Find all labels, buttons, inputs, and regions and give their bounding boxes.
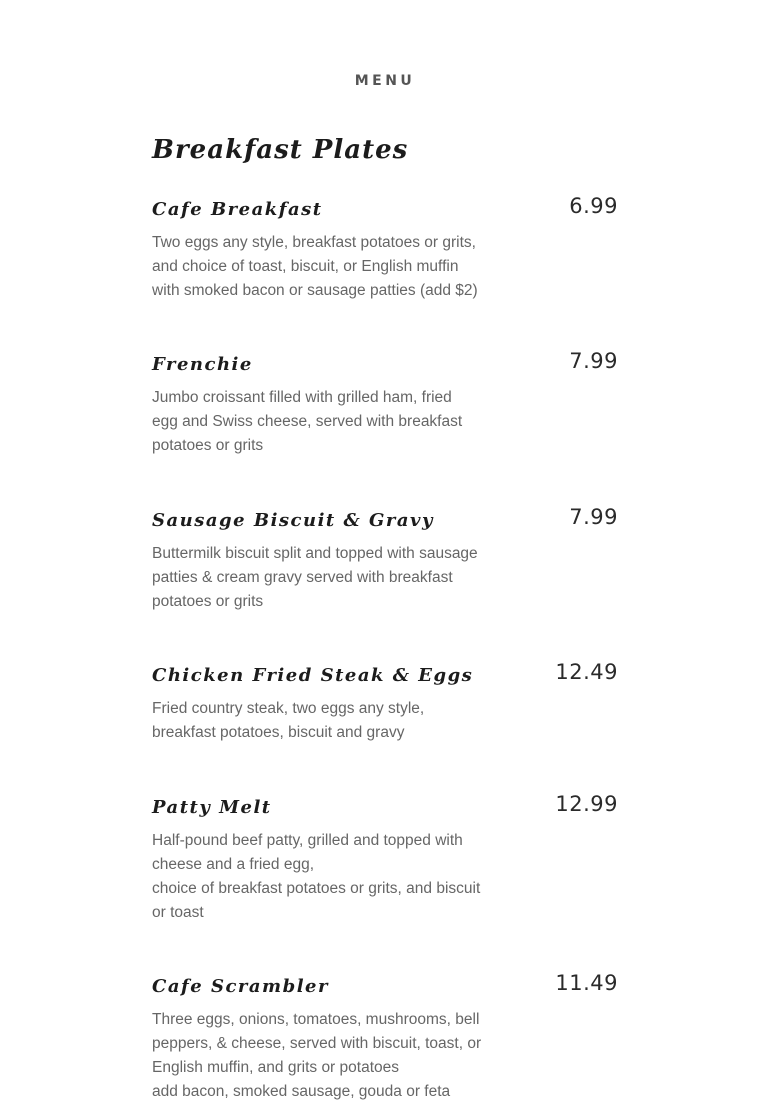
item-price: 6.99 bbox=[569, 194, 618, 218]
section-title: Breakfast Plates bbox=[152, 135, 409, 165]
item-name: Cafe Scrambler bbox=[152, 976, 329, 997]
menu-heading: MENU bbox=[354, 73, 416, 89]
item-description: Two eggs any style, breakfast potatoes or grits, and choice of toast, biscuit, or English muffin with smoked bacon or sausage patties (add $2) bbox=[152, 234, 478, 299]
item-price: 11.49 bbox=[555, 971, 618, 995]
item-name: Cafe Breakfast bbox=[152, 199, 323, 220]
item-price: 7.99 bbox=[569, 349, 618, 373]
item-description: Three eggs, onions, tomatoes, mushrooms, bell peppers, & cheese, served with biscuit, toast, or English muffin, and grits or potatoes add bacon, smoked sausage, gouda or feta bbox=[152, 1011, 482, 1100]
item-description: Buttermilk biscuit split and topped with sausage patties & cream gravy served with breakfast potatoes or grits bbox=[152, 545, 478, 610]
item-description: Jumbo croissant filled with grilled ham, fried egg and Swiss cheese, served with breakfast potatoes or grits bbox=[152, 389, 463, 454]
item-name: Frenchie bbox=[152, 354, 253, 375]
item-name: Sausage Biscuit & Gravy bbox=[152, 510, 434, 531]
item-price: 12.49 bbox=[555, 660, 618, 684]
item-price: 7.99 bbox=[569, 505, 618, 529]
item-name: Patty Melt bbox=[152, 797, 272, 818]
item-price: 12.99 bbox=[555, 792, 618, 816]
item-description: Fried country steak, two eggs any style, breakfast potatoes, biscuit and gravy bbox=[152, 700, 425, 741]
item-description: Half-pound beef patty, grilled and topped with cheese and a fried egg, choice of breakfast potatoes or grits, and biscuit or toast bbox=[152, 832, 481, 921]
item-name: Chicken Fried Steak & Eggs bbox=[152, 665, 474, 686]
